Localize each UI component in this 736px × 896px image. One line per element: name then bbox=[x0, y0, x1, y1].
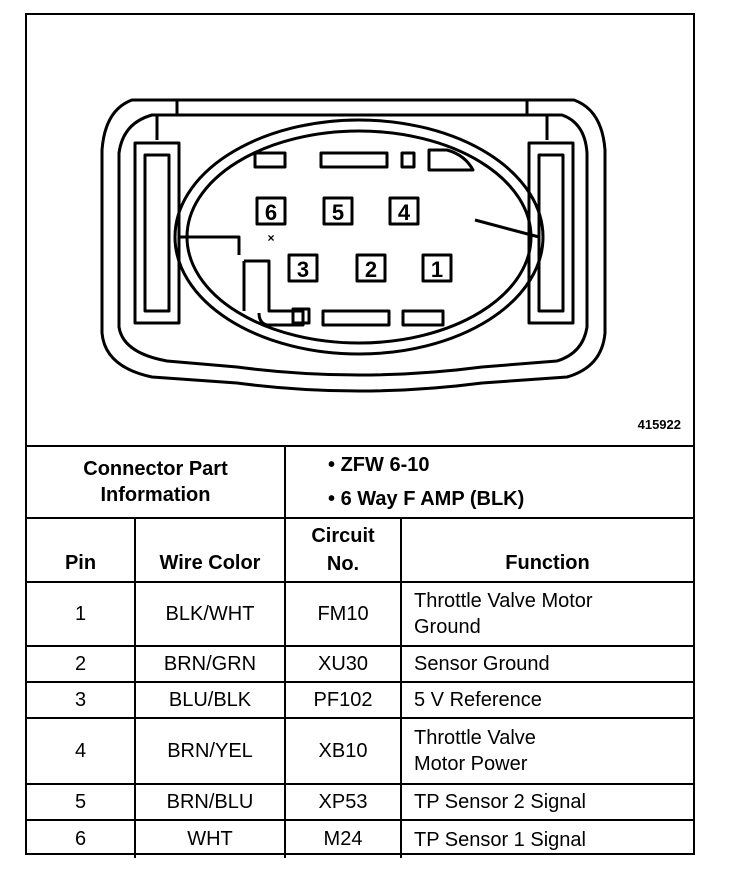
header-function: Function bbox=[401, 518, 693, 582]
header-row bbox=[27, 518, 693, 582]
wire-color-cell: BLU/BLK bbox=[135, 682, 285, 718]
table-row bbox=[27, 582, 693, 646]
pin-cell: 5 bbox=[27, 784, 135, 820]
function-cell bbox=[401, 582, 693, 646]
pin-cell: 1 bbox=[27, 582, 135, 646]
table-row bbox=[27, 646, 693, 682]
wire-color-cell: WHT bbox=[135, 820, 285, 858]
function-line: Motor Power bbox=[414, 753, 528, 775]
pin-label-6: 6 bbox=[264, 200, 278, 225]
part-info-item bbox=[286, 482, 693, 516]
pin-label-2: 2 bbox=[364, 257, 378, 282]
function-line: TP Sensor 2 Signal bbox=[414, 791, 586, 813]
pin-label-5: 5 bbox=[331, 200, 345, 225]
header-circuit-no bbox=[285, 518, 401, 582]
left-latch bbox=[135, 143, 179, 323]
wire-color-cell: BLK/WHT bbox=[135, 582, 285, 646]
connector-sheet bbox=[25, 13, 695, 855]
table-row bbox=[27, 820, 693, 858]
function-line: 5 V Reference bbox=[414, 689, 542, 711]
figure-number: 415922 bbox=[637, 417, 681, 432]
pin-cell: 3 bbox=[27, 682, 135, 718]
circuit-cell: XP53 bbox=[285, 784, 401, 820]
pin-cell: 6 bbox=[27, 820, 135, 858]
part-info-item bbox=[286, 448, 693, 482]
function-cell bbox=[401, 718, 693, 784]
function-cell bbox=[401, 784, 693, 820]
wire-color-cell: BRN/GRN bbox=[135, 646, 285, 682]
part-info-label bbox=[27, 446, 285, 518]
circuit-cell: XB10 bbox=[285, 718, 401, 784]
table-row bbox=[27, 718, 693, 784]
circuit-cell: M24 bbox=[285, 820, 401, 858]
function-line: Throttle Valve Motor bbox=[414, 590, 593, 612]
right-latch bbox=[529, 143, 573, 323]
pin-label-1: 1 bbox=[430, 257, 444, 282]
pin-label-3: 3 bbox=[296, 257, 310, 282]
pin-label-4: 4 bbox=[397, 200, 411, 225]
function-cell bbox=[401, 646, 693, 682]
part-info-item-text: 6 Way F AMP (BLK) bbox=[340, 488, 525, 510]
function-line: Throttle Valve bbox=[414, 727, 536, 749]
connector-info-table bbox=[27, 445, 693, 858]
bullet: • bbox=[328, 488, 336, 510]
wire-color-cell: BRN/YEL bbox=[135, 718, 285, 784]
circuit-cell: PF102 bbox=[285, 682, 401, 718]
header-circuit-no-text: Circuit No. bbox=[311, 525, 375, 575]
bullet: • bbox=[328, 454, 336, 476]
connector-face-diagram bbox=[27, 15, 693, 445]
part-info-items bbox=[285, 446, 693, 518]
circuit-cell: FM10 bbox=[285, 582, 401, 646]
function-cell bbox=[401, 682, 693, 718]
part-info-label-text: Connector Part Information bbox=[83, 458, 228, 506]
part-info-row bbox=[27, 446, 693, 518]
circuit-cell: XU30 bbox=[285, 646, 401, 682]
pin-cell: 4 bbox=[27, 718, 135, 784]
part-info-item-text: ZFW 6-10 bbox=[340, 454, 430, 476]
function-line: Sensor Ground bbox=[414, 653, 550, 675]
pin-cell: 2 bbox=[27, 646, 135, 682]
header-wire-color: Wire Color bbox=[135, 518, 285, 582]
table-row bbox=[27, 682, 693, 718]
header-pin: Pin bbox=[27, 518, 135, 582]
function-line: TP Sensor 1 Signal bbox=[414, 828, 586, 851]
function-cell bbox=[401, 820, 693, 858]
wire-color-cell: BRN/BLU bbox=[135, 784, 285, 820]
table-row bbox=[27, 784, 693, 820]
pin-6-marker: × bbox=[267, 231, 275, 245]
function-line: Ground bbox=[414, 616, 481, 638]
